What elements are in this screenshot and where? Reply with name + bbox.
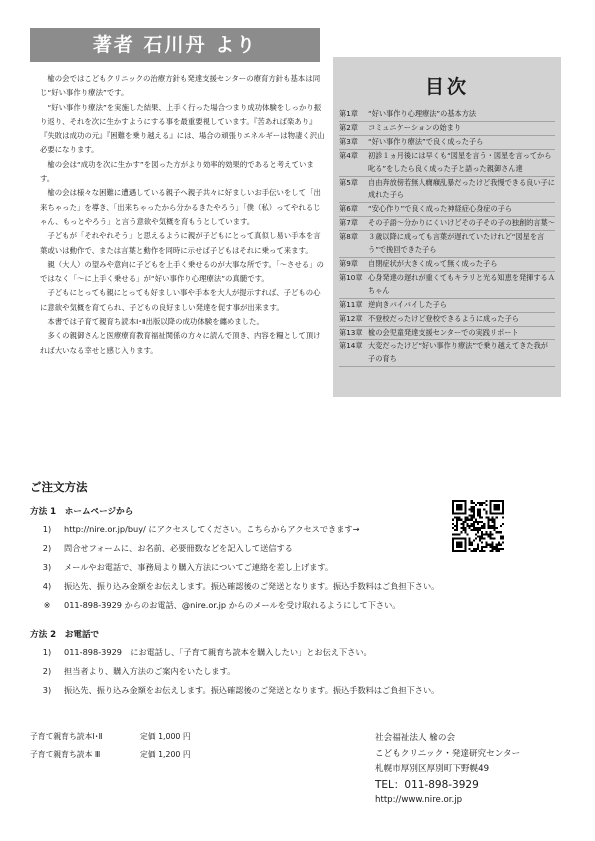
intro-paragraph: 楡の会ではこどもクリニックの治療方針も発達支援センターの療育方針も基本は同じ“好い事作り療法”です。 <box>40 74 321 98</box>
toc-chapter-title: コミュニケーションの始まり <box>368 122 462 132</box>
order-step <box>30 558 550 577</box>
step-number: 2) <box>42 666 52 676</box>
order-step <box>30 681 550 700</box>
step-number: 3) <box>42 685 52 695</box>
toc-chapter-title: ３歳以降に成っても言葉が遅れていたけれど“図星を言う”で挽回できた子ら <box>368 232 545 255</box>
order-step <box>30 577 550 596</box>
toc-item[interactable] <box>339 177 555 204</box>
toc-item[interactable] <box>339 136 555 150</box>
toc-item[interactable] <box>339 327 555 341</box>
org-url-link[interactable]: http://www.nire.or.jp <box>375 795 463 805</box>
step-text: http://nire.or.jp/buy/ にアクセスしてください。こちらからアクセスできます→ <box>64 524 360 534</box>
toc-chapter-title: その子語〜分かりにくいけどその子その子の独創的言葉〜 <box>368 218 555 228</box>
toc-chapter-number: 第1章 <box>339 109 358 118</box>
order-heading: ご注文方法 <box>30 480 88 494</box>
toc-item[interactable] <box>339 313 555 327</box>
toc-box <box>333 57 561 397</box>
toc-chapter-number: 第9章 <box>339 258 358 268</box>
toc-item[interactable] <box>339 150 555 177</box>
step-number: ※ <box>43 600 51 610</box>
intro-paragraph: 本書では子育て親育ち読本Ⅰ･Ⅱ出版以降の成功体験を纏めました。 <box>47 317 264 327</box>
toc-chapter-title: “好い事作り療法”で良く成った子ら <box>368 136 484 146</box>
step-number: 2) <box>42 543 52 553</box>
intro-paragraph: 多くの親御さんと医療療育教育福祉関係の方々に読んで頂き、内容を糧として頂ければ大いなる幸せと感じ入ります。 <box>40 331 321 355</box>
book-price: 定価 1,000 円 <box>140 732 191 741</box>
book-title: 子育て親育ち読本 Ⅲ <box>30 750 101 759</box>
toc-chapter-title: 自閉症状が大きく成って無く成った子ら <box>368 258 498 268</box>
step-number: 1) <box>42 647 52 657</box>
method2-steps <box>30 643 550 700</box>
org-address: 札幌市厚別区厚別町下野幌49 <box>375 764 490 774</box>
book-title: 子育て親育ち読本Ⅰ･Ⅱ <box>30 732 103 741</box>
toc-chapter-title: 大変だったけど“好い事作り療法”で乗り越えてきた我が子の育ち <box>368 341 548 364</box>
toc-chapter-number: 第11章 <box>339 299 363 309</box>
toc-chapter-number: 第5章 <box>339 177 358 187</box>
method2-heading: 方法 2 お電話で <box>30 630 100 640</box>
toc-item[interactable] <box>339 258 555 272</box>
step-text: 振込先、振り込み金額をお伝えします。振込確認後のご発送となります。振込手数料はご負担下さい。 <box>64 581 440 591</box>
step-text: 振込先、振り込み金額をお伝えします。振込確認後のご発送となります。振込手数料はご負担下さい。 <box>64 685 440 695</box>
org-center: こどもクリニック・発達研究センター <box>375 748 521 759</box>
step-number: 1) <box>42 524 52 534</box>
toc-list <box>339 108 555 367</box>
toc-chapter-number: 第6章 <box>339 204 358 214</box>
org-name: 社会福祉法人 楡の会 <box>375 733 456 743</box>
toc-chapter-number: 第10章 <box>339 272 363 282</box>
method1-heading: 方法 1 ホームページから <box>30 507 134 517</box>
toc-chapter-title: 楡の会児童発達支援センターでの実践リポート <box>368 327 519 337</box>
toc-title: 目次 <box>424 76 469 98</box>
step-text: 問合せフォームに、お名前、必要冊数などを記入して送信する <box>64 543 293 553</box>
toc-chapter-number: 第14章 <box>339 341 363 351</box>
toc-chapter-title: 不登校だったけど登校できるように成った子ら <box>368 313 519 323</box>
step-text: 011-898-3929 にお電話し、「子育て親育ち読本を購入したい」とお伝え下さい。 <box>64 647 372 657</box>
toc-chapter-title: 心身発達の遅れが重くてもキラリと光る知恵を発揮するＡちゃん <box>368 272 555 295</box>
toc-item[interactable] <box>339 231 555 258</box>
toc-item[interactable] <box>339 299 555 313</box>
author-banner: 著者 石川丹 より <box>30 28 320 62</box>
toc-chapter-number: 第13章 <box>339 327 363 337</box>
step-number: 4) <box>42 581 52 591</box>
intro-text <box>40 72 325 358</box>
toc-item[interactable] <box>339 203 555 217</box>
intro-paragraph: 子どもにとっても親にとっても好ましい事や手本を大人が提示すれば、子どもの心に意欲や気概を育てられ、子どもの良好ましい発達を促す事が出来ます。 <box>40 288 321 312</box>
step-number: 3) <box>42 562 52 572</box>
step-text: メールやお電話で、事務局より購入方法についてご連絡を差し上げます。 <box>64 562 334 572</box>
toc-chapter-title: 自由奔放傍若無人癇癪乱暴だったけど我慢できる良い子に成れた子ら <box>368 177 555 200</box>
price-row <box>30 728 191 746</box>
price-row <box>30 746 191 764</box>
toc-chapter-title: 初診１ヵ月後には早くも“図星を言う・図星を言ってから叱る”をしたら良く成った子と語った親御さん達 <box>368 150 552 173</box>
org-tel: TEL：011-898-3929 <box>375 778 479 791</box>
step-text: 担当者より、購入方法のご案内をいたします。 <box>64 666 236 676</box>
toc-item[interactable] <box>339 217 555 231</box>
toc-chapter-number: 第4章 <box>339 150 358 160</box>
toc-chapter-number: 第2章 <box>339 122 358 132</box>
intro-paragraph: 親（大人）の望みや意向に子どもを上手く乗せるのが大事な所です。「〜させる」のではなく「〜に上手く乗せる」が“好い事作り心理療法”の真髄です。 <box>40 259 324 284</box>
toc-chapter-number: 第3章 <box>339 136 358 146</box>
toc-item[interactable] <box>339 272 555 299</box>
toc-chapter-number: 第8章 <box>339 232 358 242</box>
order-step <box>30 662 550 681</box>
order-step <box>30 643 550 662</box>
toc-chapter-number: 第7章 <box>339 218 358 228</box>
intro-paragraph: 楡の会は様々な困難に遭遇している親子へ親子共々に好ましいお手伝いをして「出来ちゃった」を導き、「出来ちゃったから分かるきたやろう」「僕（私）ってやれるじゃん、もっとやろう」と言う意欲や気概を育もうとしています。 <box>40 188 321 226</box>
toc-chapter-number: 第12章 <box>339 313 363 323</box>
toc-item[interactable] <box>339 122 555 136</box>
intro-paragraph: 子どもが「それやれそう」と思えるように親が子どもにとって真似し易い手本を言葉或いは動作で、または言葉と動作を同時に示せば子どもはそれに乗って来ます。 <box>40 231 321 255</box>
toc-chapter-title: “好い事作り心理療法”の基本方法 <box>368 109 477 118</box>
toc-item[interactable] <box>339 340 555 367</box>
organization-block <box>375 731 520 809</box>
toc-chapter-title: “安心作り”で良く成った神経症心身症の子ら <box>368 204 513 214</box>
toc-item[interactable] <box>339 108 555 122</box>
intro-paragraph: “好い事作り療法”を実施した結果、上手く行った場合つまり成功体験をしっかり振り返り、それを次に生かすようにする事を最重要視しています。『苦あれば楽あり』『失敗は成功の元』『困難を乗り越える』には、場合の頑張りエネルギーは物凄く沢山必要になります。 <box>40 102 325 155</box>
qr-code-icon[interactable] <box>452 500 504 552</box>
toc-chapter-title: 逆向きバイバイした子ら <box>368 299 447 309</box>
step-text: 011-898-3929 からのお電話、@nire.or.jp からのメールを受け取れるようにして下さい。 <box>64 600 401 610</box>
price-list <box>30 728 191 764</box>
intro-paragraph: 楡の会は“成功を次に生かす”を図った方がより効率的効果的であると考えています。 <box>40 159 314 184</box>
order-step <box>30 596 550 615</box>
book-price: 定価 1,200 円 <box>140 750 191 759</box>
